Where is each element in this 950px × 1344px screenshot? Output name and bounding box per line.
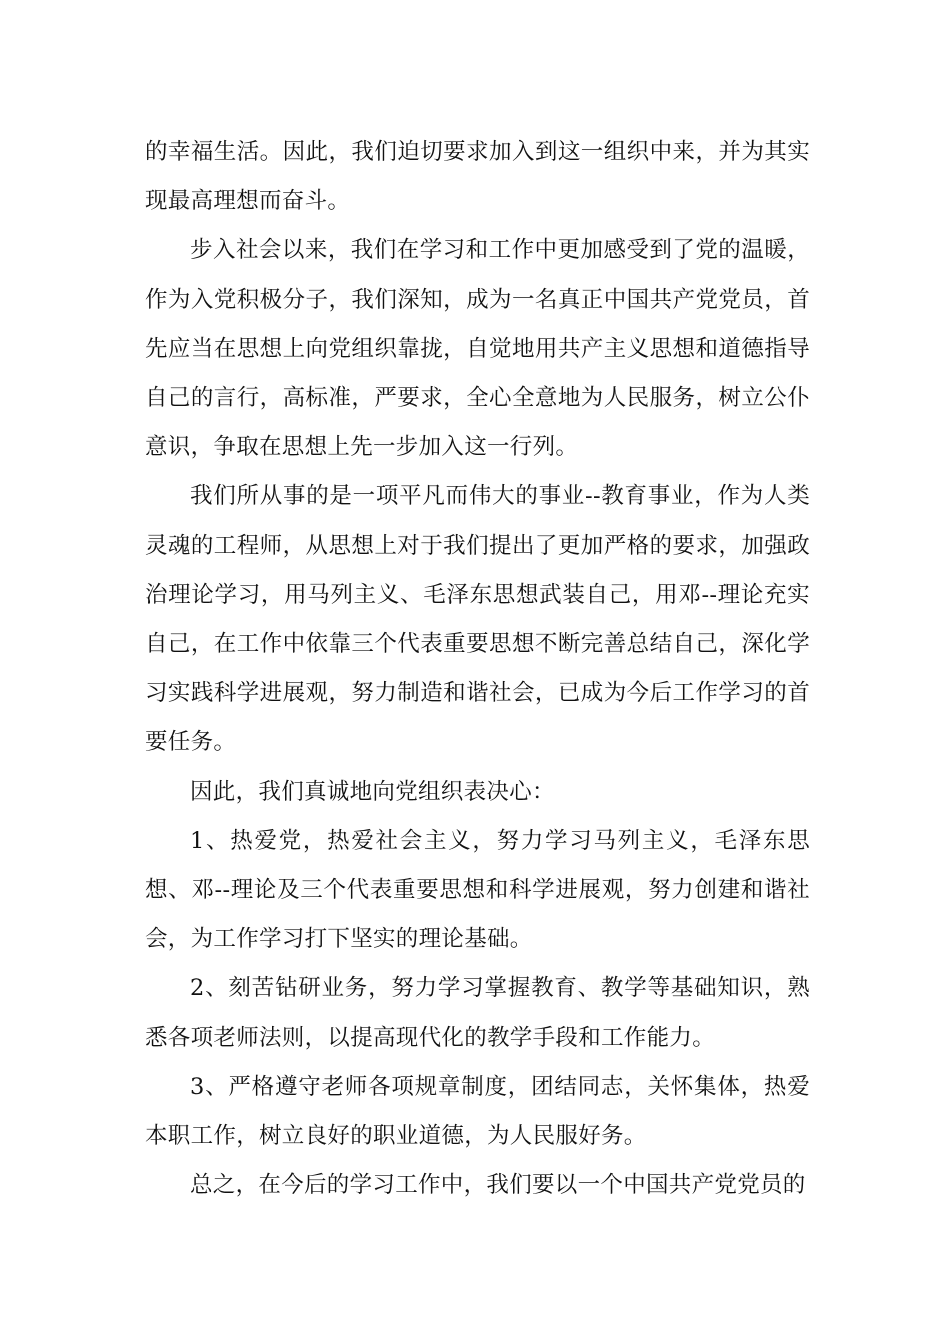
paragraph-1: 的幸福生活。因此，我们迫切要求加入到这一组织中来，并为其实现最高理想而奋斗。 xyxy=(145,139,810,215)
paragraph-7: 3、严格遵守老师各项规章制度，团结同志，关怀集体，热爱本职工作，树立良好的职业道德，为人民服好务。 xyxy=(145,1073,810,1150)
paragraph-8: 总之，在今后的学习工作中，我们要以一个中国共产党党员的 xyxy=(190,1172,806,1199)
paragraph-2: 步入社会以来，我们在学习和工作中更加感受到了党的温暖，作为入党积极分子，我们深知，成为一名真正中国共产党党员，首先应当在思想上向党组织靠拢，自觉地用共产主义思想和道德指导自己的言行，高标准，严要求，全心全意地为人民服务，树立公仆意识，争取在思想上先一步加入这一行列。 xyxy=(145,237,810,461)
paragraph-5: 1、热爱党，热爱社会主义，努力学习马列主义，毛泽东思想、邓--理论及三个代表重要思想和科学进展观，努力创建和谐社会，为工作学习打下坚实的理论基础。 xyxy=(145,827,810,953)
document-body xyxy=(145,128,810,1210)
paragraph-4: 因此，我们真诚地向党组织表决心： xyxy=(190,778,555,805)
paragraph-3: 我们所从事的是一项平凡而伟大的事业--教育事业，作为人类灵魂的工程师，从思想上对于我们提出了更加严格的要求，加强政治理论学习，用马列主义、毛泽东思想武装自己，用邓--理论充实自己，在工作中依靠三个代表重要思想不断完善总结自己，深化学习实践科学进展观，努力制造和谐社会，已成为今后工作学习的首要任务。 xyxy=(145,483,810,756)
paragraph-6: 2、刻苦钻研业务，努力学习掌握教育、教学等基础知识，熟悉各项老师法则，以提高现代化的教学手段和工作能力。 xyxy=(145,975,810,1051)
